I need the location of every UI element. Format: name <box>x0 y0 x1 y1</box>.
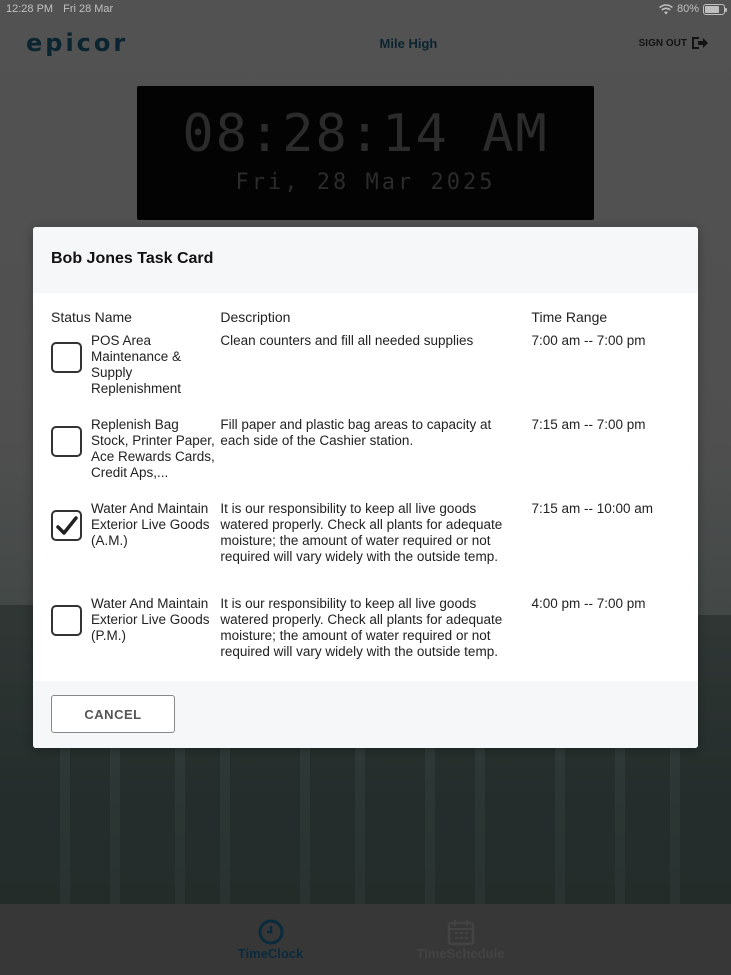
table-row <box>51 596 680 682</box>
task-time-range: 7:15 am -- 7:00 pm <box>531 417 646 432</box>
dialog-header <box>33 227 698 293</box>
column-time-range: Time Range <box>531 309 608 325</box>
status-cell <box>51 596 220 644</box>
tab-timeschedule-label: TimeSchedule <box>416 946 505 961</box>
task-name: Water And Maintain Exterior Live Goods (P.M.) <box>91 596 210 643</box>
dialog-title: Bob Jones Task Card <box>51 250 214 267</box>
task-time-range: 7:15 am -- 10:00 am <box>531 501 654 516</box>
status-cell <box>51 501 220 549</box>
clock-date: Fri, 28 Mar 2025 <box>235 170 496 195</box>
task-checkbox[interactable] <box>51 426 82 457</box>
task-checkbox[interactable] <box>51 605 82 636</box>
task-name: Replenish Bag Stock, Printer Paper, Ace Rewards Cards, Credit Aps,... <box>91 417 215 480</box>
dialog-footer <box>33 681 698 748</box>
sign-out-label: SIGN OUT <box>638 37 687 49</box>
task-name: Water And Maintain Exterior Live Goods (A.M.) <box>91 501 210 548</box>
task-time-range: 4:00 pm -- 7:00 pm <box>531 596 646 611</box>
tab-timeclock-label: TimeClock <box>237 946 304 961</box>
task-description: Fill paper and plastic bag areas to capacity at each side of the Cashier station. <box>220 417 492 448</box>
task-name: POS Area Maintenance & Supply Replenishment <box>91 333 182 396</box>
task-checkbox[interactable] <box>51 510 82 541</box>
column-status-name: Status Name <box>51 309 132 325</box>
task-table-header <box>33 293 698 333</box>
table-row <box>51 501 680 596</box>
task-card-dialog <box>33 227 698 748</box>
status-cell <box>51 417 220 481</box>
battery-percent: 80% <box>676 3 699 15</box>
column-description: Description <box>220 309 291 325</box>
task-description: Clean counters and fill all needed supplies <box>220 333 474 348</box>
epicor-logo: epicor <box>26 29 129 57</box>
task-checkbox[interactable] <box>51 342 82 373</box>
clock-time: 08:28:14 AM <box>182 104 549 164</box>
checkmark-icon <box>55 514 79 538</box>
task-description: It is our responsibility to keep all live goods watered properly. Check all plants for adequate moisture; the amount of water required or not required will vary widely with the outside temp. <box>220 596 503 659</box>
task-description: It is our responsibility to keep all live goods watered properly. Check all plants for adequate moisture; the amount of water required or not required will vary widely with the outside temp. <box>220 501 503 564</box>
status-date: Fri 28 Mar <box>63 3 114 15</box>
task-time-range: 7:00 am -- 7:00 pm <box>531 333 646 348</box>
store-name: Mile High <box>379 35 438 51</box>
cancel-button[interactable]: CANCEL <box>51 695 175 733</box>
status-time: 12:28 PM <box>6 3 54 15</box>
task-list <box>33 333 698 682</box>
table-row <box>51 333 680 417</box>
table-row <box>51 417 680 501</box>
status-cell <box>51 333 220 397</box>
